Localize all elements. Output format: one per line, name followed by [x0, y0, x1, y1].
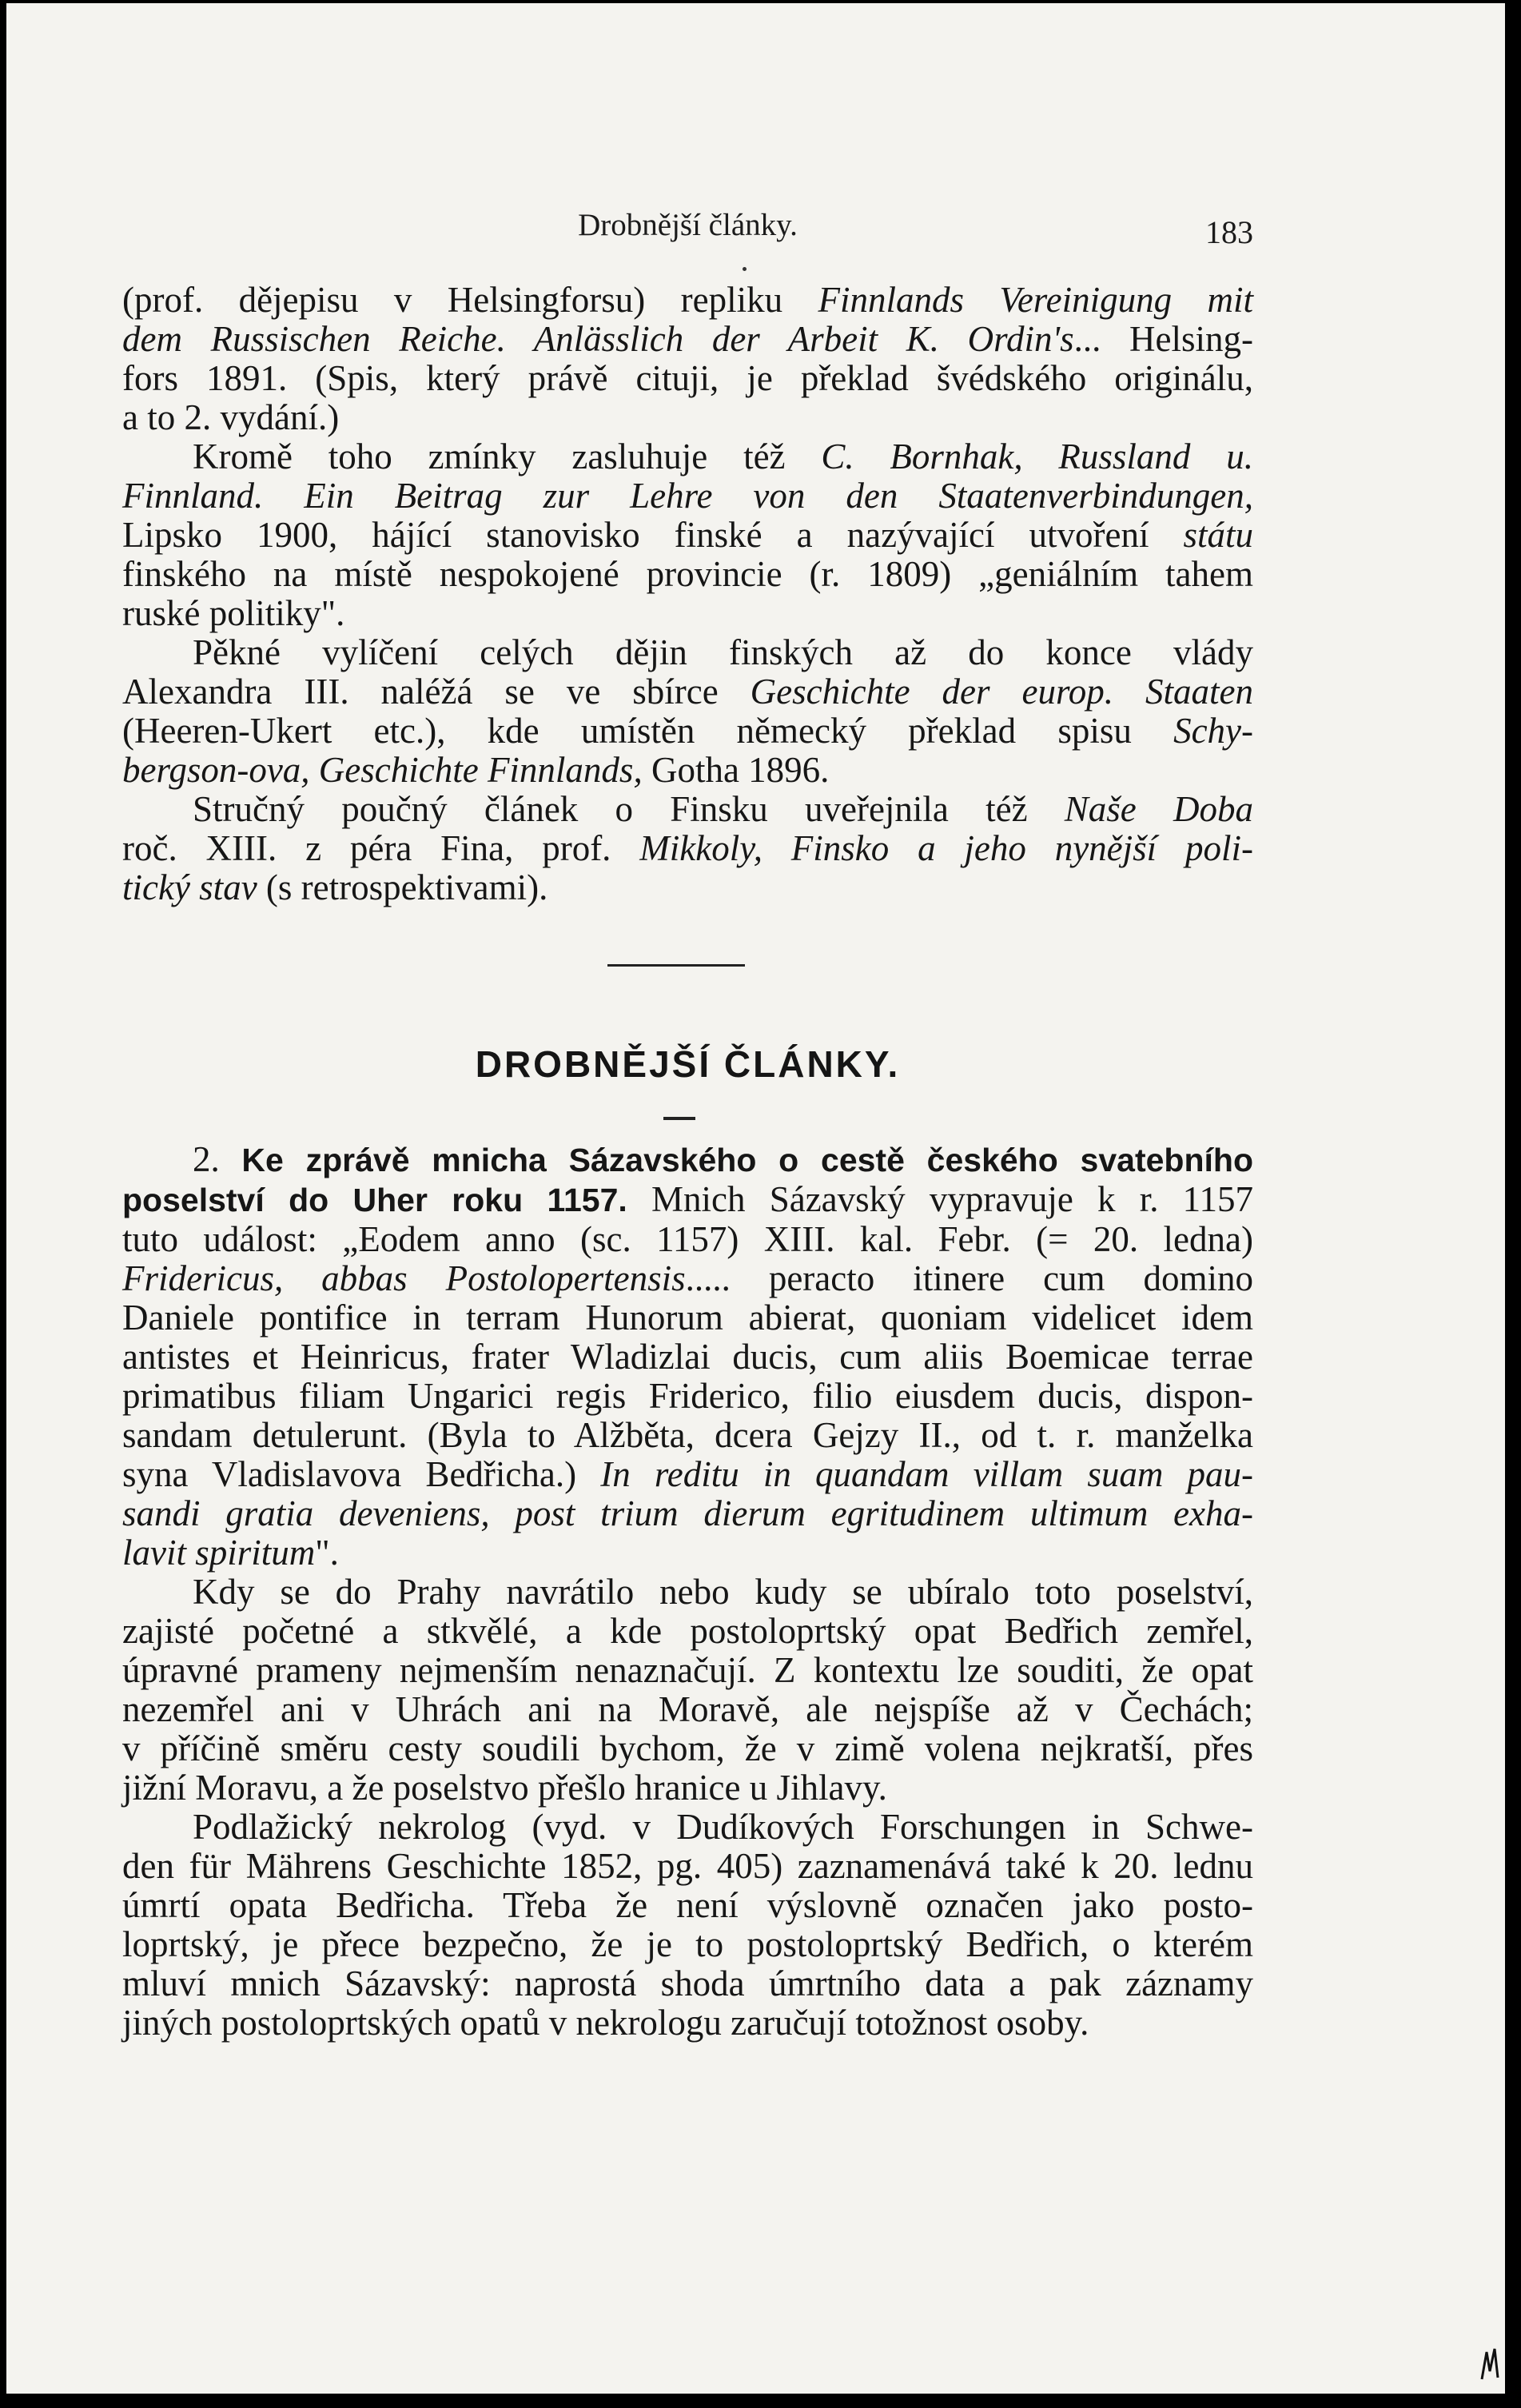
text-line: roč. XIII. z péra Fina, prof. Mikkoly, Finsko a jeho nynější poli-: [122, 828, 1253, 868]
upper-text: [122, 281, 1253, 907]
text-line: Pěkné vylíčení celých dějin finských až do konce vlády: [193, 632, 1253, 672]
text-line: Alexandra III. naléžá se ve sbírce Geschichte der europ. Staaten: [122, 672, 1253, 712]
scan-edge: [1506, 0, 1521, 2408]
running-head: [122, 207, 1253, 249]
text-line: loprtský, je přece bezpečno, že je to postoloprtský Bedřich, o kterém: [122, 1924, 1253, 1964]
paragraph-bornhak: [122, 437, 1253, 633]
text-line: lavit spiritum".: [122, 1533, 339, 1573]
text-line: bergson-ova, Geschichte Finnlands, Gotha 1896.: [122, 750, 830, 790]
text-line: Podlažický nekrolog (vyd. v Dudíkových Forschungen in Schwe-: [193, 1807, 1253, 1847]
article-text: [122, 1140, 1253, 2043]
text-line: sandi gratia deveniens, post trium dierum egritudinem ultimum exha-: [122, 1493, 1253, 1533]
text-line: Kromě toho zmínky zasluhuje též C. Bornhak, Russland u.: [193, 437, 1253, 476]
article-paragraph-2: [122, 1573, 1253, 1808]
text-line: Kdy se do Prahy navrátilo nebo kudy se ubíralo toto poselství,: [193, 1572, 1253, 1612]
text-line: (Heeren-Ukert etc.), kde umístěn německý překlad spisu Schy-: [122, 711, 1253, 751]
paragraph-continuation: [122, 281, 1253, 437]
scanned-page: [6, 3, 1505, 2394]
text-line: 2. Ke zprávě mnicha Sázavského o cestě českého svatebního: [193, 1139, 1253, 1179]
text-line: syna Vladislavova Bedřicha.) In reditu in quandam villam suam pau-: [122, 1454, 1253, 1494]
paragraph-nase-doba: [122, 790, 1253, 907]
text-line: (prof. dějepisu v Helsingforsu) repliku Finnlands Vereinigung mit: [122, 280, 1253, 320]
section-divider: [607, 964, 745, 967]
article-paragraph-1: [122, 1140, 1253, 1573]
text-line: mluví mnich Sázavský: naprostá shoda úmrtního data a pak záznamy: [122, 1963, 1253, 2003]
scan-corner-mark: [1479, 2347, 1501, 2381]
text-line: dem Russischen Reiche. Anlässlich der Arbeit K. Ordin's... Helsing-: [122, 319, 1253, 359]
text-line: fors 1891. (Spis, který právě cituji, je překlad švédského originálu,: [122, 358, 1253, 398]
text-line: Lipsko 1900, hájící stanovisko finské a nazývající utvoření státu: [122, 515, 1253, 555]
text-line: nezemřel ani v Uhrách ani na Moravě, ale nejspíše až v Čechách;: [122, 1689, 1253, 1729]
text-line: úpravné prameny nejmenším nenaznačují. Z kontextu lze souditi, že opat: [122, 1650, 1253, 1690]
article-paragraph-3: [122, 1808, 1253, 2043]
text-line: jiných postoloprtských opatů v nekrologu zaručují totožnost osoby.: [122, 2003, 1089, 2043]
text-line: Daniele pontifice in terram Hunorum abierat, quoniam videlicet idem: [122, 1298, 1253, 1338]
text-line: finského na místě nespokojené provincie (r. 1809) „geniálním tahem: [122, 554, 1253, 594]
text-line: v příčině směru cesty soudili bychom, že v zimě volena nejkratší, přes: [122, 1728, 1253, 1768]
section-heading: DROBNĚJŠÍ ČLÁNKY.: [475, 1043, 901, 1085]
heading-dash: [663, 1117, 695, 1120]
text-line: primatibus filiam Ungarici regis Friderico, filio eiusdem ducis, dispon-: [122, 1376, 1253, 1416]
running-title: Drobnější články.: [578, 208, 798, 242]
page-number: 183: [1205, 214, 1253, 250]
text-line: a to 2. vydání.): [122, 397, 340, 437]
text-line: tuto událost: „Eodem anno (sc. 1157) XIII. kal. Febr. (= 20. ledna): [122, 1219, 1253, 1259]
ink-speck: [743, 267, 747, 271]
text-line: Finnland. Ein Beitrag zur Lehre von den Staatenverbindungen,: [122, 476, 1253, 516]
text-line: poselství do Uher roku 1157. Mnich Sázavský vypravuje k r. 1157: [122, 1179, 1254, 1219]
text-line: ruské politiky".: [122, 593, 345, 633]
text-line: Fridericus, abbas Postolopertensis..... peracto itinere cum domino: [122, 1258, 1254, 1298]
text-line: antistes et Heinricus, frater Wladizlai ducis, cum aliis Boemicae terrae: [122, 1337, 1253, 1377]
text-line: úmrtí opata Bedřicha. Třeba že není výslovně označen jako posto-: [122, 1885, 1253, 1925]
text-line: Stručný poučný článek o Finsku uveřejnila též Naše Doba: [193, 789, 1253, 829]
text-line: sandam detulerunt. (Byla to Alžběta, dcera Gejzy II., od t. r. manželka: [122, 1415, 1253, 1455]
text-line: den für Mährens Geschichte 1852, pg. 405) zaznamenává také k 20. lednu: [122, 1846, 1253, 1886]
text-line: tický stav (s retrospektivami).: [122, 867, 548, 907]
text-line: jižní Moravu, a že poselstvo přešlo hranice u Jihlavy.: [122, 1768, 887, 1808]
text-line: zajisté početné a stkvělé, a kde postoloprtský opat Bedřich zemřel,: [122, 1611, 1253, 1651]
paragraph-history: [122, 633, 1253, 790]
